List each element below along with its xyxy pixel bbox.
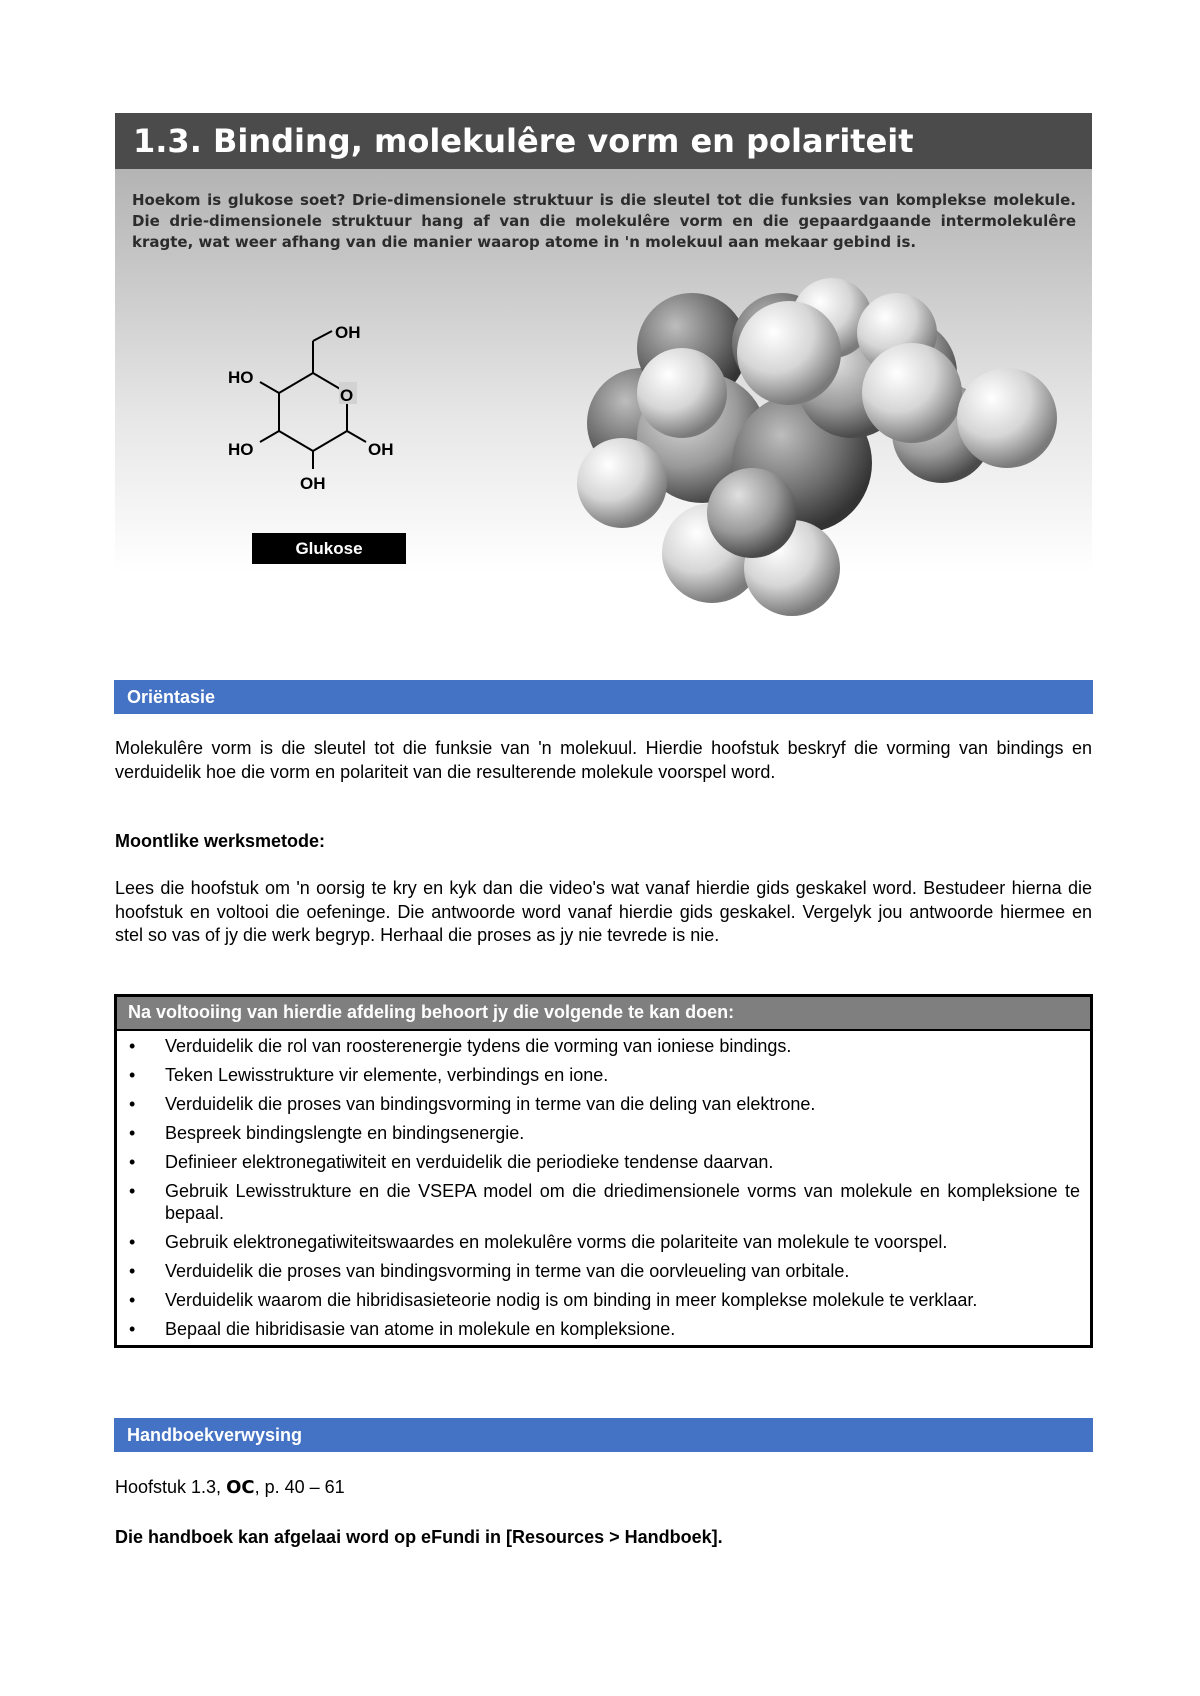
list-item-text: Bepaal die hibridisasie van atome in molekule en kompleksione. <box>165 1319 676 1339</box>
learning-outcomes-heading: Na voltooiing van hierdie afdeling behoort jy die volgende te kan doen: <box>117 997 1090 1031</box>
bullet-icon: • <box>129 1065 136 1085</box>
reference-pages: , p. 40 – 61 <box>254 1477 345 1497</box>
list-item-text: Verduidelik waarom die hibridisasieteorie nodig is om binding in meer komplekse molekule te verklaar. <box>165 1290 978 1310</box>
glucose-structure-diagram <box>220 313 450 533</box>
list-item-text: Bespreek bindingslengte en bindingsenergie. <box>165 1123 525 1143</box>
glucose-caption: Glukose <box>252 533 406 564</box>
list-item-text: Verduidelik die rol van roosterenergie tydens die vorming van ioniese bindings. <box>165 1036 792 1056</box>
ring-oxygen-label: O <box>340 386 354 405</box>
work-method-paragraph: Lees die hoofstuk om 'n oorsig te kry en kyk dan die video's wat vanaf hierdie gids geskakel word. Bestudeer hierna die hoofstuk en voltooi die oefeninge. Die antwoorde word vanaf hierdie gids geskakel. Vergelyk jou antwoorde hiermee en stel so vas of jy die werk begryp. Herhaal die proses as jy nie tevrede is nie. <box>115 878 1092 945</box>
hydroxyl-label-top: OH <box>335 323 361 342</box>
list-item-text: Verduidelik die proses van bindingsvorming in terme van die oorvleueling van orbitale. <box>165 1261 850 1281</box>
chapter-title: 1.3. Binding, molekulêre vorm en polariteit <box>115 113 1092 169</box>
chapter-intro: Hoekom is glukose soet? Drie-dimensionele struktuur is die sleutel tot die funksies van komplekse molekule. Die drie-dimensionele struktuur hang af van die molekulêre vorm en die gepaardgaande intermolekulêre kragte, wat weer afhang van die manier waarop atome in 'n molekuul aan mekaar gebind is. <box>132 191 1076 251</box>
list-item <box>117 1231 1080 1253</box>
learning-outcomes-box <box>114 994 1093 1348</box>
list-item <box>117 1180 1080 1224</box>
bullet-icon: • <box>129 1123 136 1143</box>
learning-outcomes-list <box>117 1031 1090 1340</box>
list-item <box>117 1289 1080 1311</box>
list-item <box>117 1151 1080 1173</box>
bullet-icon: • <box>129 1232 136 1252</box>
hydroxyl-label-bottom: OH <box>300 474 326 493</box>
work-method-heading: Moontlike werksmetode: <box>115 831 326 851</box>
hydroxyl-label-right: OH <box>368 440 394 459</box>
bullet-icon: • <box>129 1036 136 1056</box>
bullet-icon: • <box>129 1261 136 1281</box>
handbook-reference-heading: Handboekverwysing <box>114 1418 1093 1452</box>
bullet-icon: • <box>129 1181 136 1201</box>
bullet-icon: • <box>129 1094 136 1114</box>
handbook-download-note: Die handboek kan afgelaai word op eFundi in [Resources > Handboek]. <box>115 1527 723 1547</box>
bullet-icon: • <box>129 1319 136 1339</box>
list-item <box>117 1035 1080 1057</box>
list-item <box>117 1260 1080 1282</box>
orientation-paragraph: Molekulêre vorm is die sleutel tot die funksie van 'n molekuul. Hierdie hoofstuk beskryf die vorming van bindings en verduidelik hoe die vorm en polariteit van die resulterende molekule voorspel word. <box>115 738 1092 782</box>
bullet-icon: • <box>129 1290 136 1310</box>
list-item-text: Definieer elektronegatiwiteit en verduidelik die periodieke tendense daarvan. <box>165 1152 774 1172</box>
hydroxyl-label-upper-left: HO <box>228 368 254 387</box>
list-item-text: Teken Lewisstrukture vir elemente, verbindings en ione. <box>165 1065 609 1085</box>
hydroxyl-label-lower-left: HO <box>228 440 254 459</box>
bullet-icon: • <box>129 1152 136 1172</box>
list-item-text: Verduidelik die proses van bindingsvorming in terme van die deling van elektrone. <box>165 1094 816 1114</box>
list-item <box>117 1122 1080 1144</box>
reference-book-code: OC <box>226 1477 255 1498</box>
orientation-heading: Oriëntasie <box>114 680 1093 714</box>
list-item-text: Gebruik Lewisstrukture en die VSEPA model om die driedimensionele vorms van molekule en kompleksione te bepaal. <box>165 1181 1080 1223</box>
reference-prefix: Hoofstuk 1.3, <box>115 1477 227 1497</box>
handbook-reference-line <box>115 1477 345 1498</box>
list-item <box>117 1093 1080 1115</box>
list-item <box>117 1064 1080 1086</box>
list-item-text: Gebruik elektronegatiwiteitswaardes en molekulêre vorms die polariteite van molekule te voorspel. <box>165 1232 948 1252</box>
glucose-space-filling-model-image <box>552 273 1072 618</box>
chapter-banner <box>115 113 1092 618</box>
list-item <box>117 1318 1080 1340</box>
